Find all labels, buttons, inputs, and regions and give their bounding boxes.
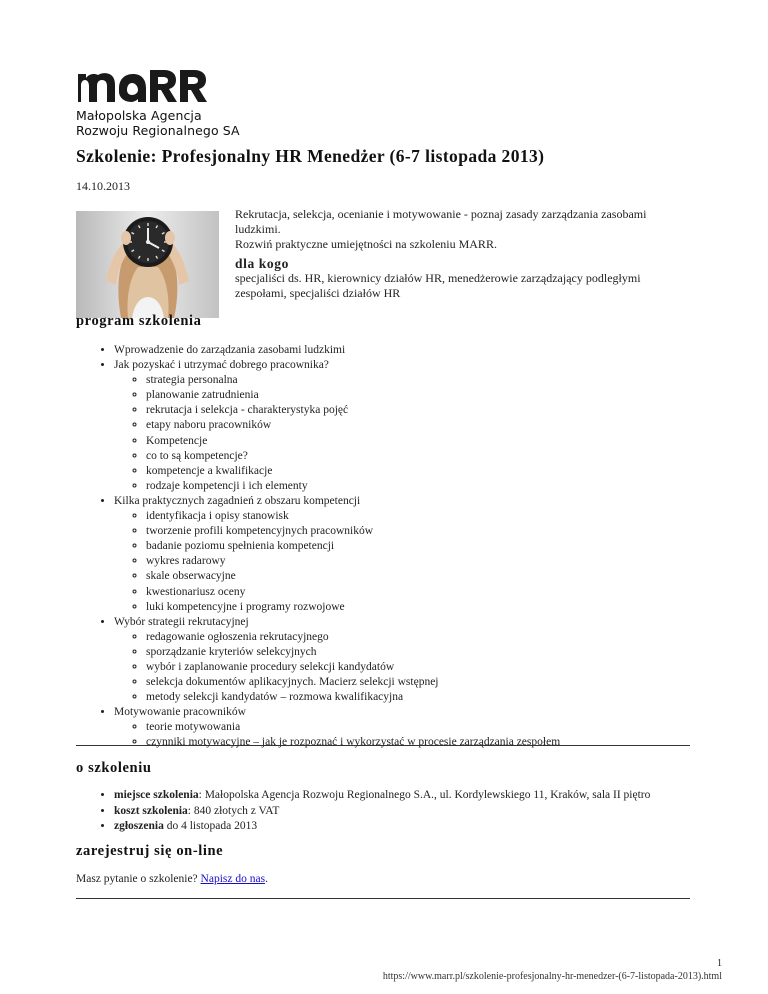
intro-line-2: Rozwiń praktyczne umiejętności na szkoleniu MARR. [235, 237, 497, 251]
contact-question [76, 873, 268, 885]
about-item-value: : Małopolska Agencja Rozwoju Regionalnego S.A., ul. Kordylewskiego 11, Kraków, sala II piętro [198, 789, 651, 801]
contact-link[interactable]: Napisz do nas [200, 873, 266, 885]
about-list [76, 788, 692, 835]
program-item [114, 705, 692, 750]
program-subitem: ◦ rekrutacja i selekcja - charakterystyka pojęć [146, 403, 692, 418]
section-divider [76, 745, 690, 746]
program-item-label: Wprowadzenie do zarządzania zasobami ludzkimi [114, 344, 346, 356]
intro-text [235, 207, 695, 252]
program-item [114, 343, 692, 358]
program-subitem: ◦ badanie poziomu spełnienia kompetencji [146, 539, 692, 554]
program-subitem: ◦ wybór i zaplanowanie procedury selekcji kandydatów [146, 660, 692, 675]
program-subitem: ◦ selekcja dokumentów aplikacyjnych. Macierz selekcji wstępnej [146, 675, 692, 690]
program-heading: program szkolenia [76, 313, 202, 329]
program-subitem: ◦ kompetencje a kwalifikacje [146, 464, 692, 479]
program-subitem: ◦ co to są kompetencje? [146, 449, 692, 464]
marr-wordmark-logo [76, 66, 212, 104]
about-item-key: zgłoszenia [114, 820, 164, 832]
contact-question-text: Masz pytanie o szkolenie? [76, 873, 201, 885]
about-item-value: : 840 złotych z VAT [187, 804, 280, 817]
page-title: Szkolenie: Profesjonalny HR Menedżer (6-7 listopada 2013) [76, 146, 545, 166]
source-url: https://www.marr.pl/szkolenie-profesjonalny-hr-menedzer-(6-7-listopada-2013).html [382, 971, 722, 982]
program-subitem: ◦ etapy naboru pracowników [146, 418, 692, 433]
program-subitem: ◦ rodzaje kompetencji i ich elementy [146, 479, 692, 494]
program-item-label: Jak pozyskać i utrzymać dobrego pracownika? [114, 359, 329, 372]
about-heading: o szkoleniu [76, 760, 152, 776]
for-who-text: specjaliści ds. HR, kierownicy działów HR, menedżerowie zarządzający podległymi zespołami, specjaliści działów HR [235, 271, 641, 300]
about-item-place [114, 788, 692, 804]
program-subitem: ◦ sporządzanie kryteriów selekcyjnych [146, 645, 692, 660]
program-subitem: ◦ Kompetencje [146, 434, 692, 449]
program-subitem: ◦ czynniki motywacyjne – jak je rozpoznać i wykorzystać w procesie zarządzania zespołem [146, 735, 692, 750]
publish-date: 14.10.2013 [76, 179, 130, 193]
training-photo [76, 211, 219, 318]
logo-tagline-line1: Małopolska Agencja [76, 108, 202, 123]
about-item-key: koszt szkolenia [114, 804, 188, 817]
program-subitem: ◦ wykres radarowy [146, 554, 692, 569]
program-subitem: ◦ planowanie zatrudnienia [146, 388, 692, 403]
program-item-label: Kilka praktycznych zagadnień z obszaru kompetencji [114, 494, 361, 507]
program-item [114, 615, 692, 706]
program-subitem: ◦ skale obserwacyjne [146, 569, 692, 584]
page-number: 1 [717, 958, 722, 969]
program-subitem: ◦ strategia personalna [146, 373, 692, 388]
about-item-deadline [114, 819, 692, 835]
woman-with-clock-image [76, 211, 219, 318]
program-item [114, 358, 692, 494]
program-subitem: ◦ tworzenie profili kompetencyjnych pracowników [146, 524, 692, 539]
program-item-label: Wybór strategii rekrutacyjnej [114, 615, 249, 628]
program-subitem: ◦ kwestionariusz oceny [146, 585, 692, 600]
program-list [76, 343, 692, 751]
marr-logo [76, 66, 240, 138]
program-item-label: Motywowanie pracowników [114, 706, 246, 719]
about-item-cost [114, 804, 692, 820]
register-heading: zarejestruj się on-line [76, 843, 224, 859]
program-item [114, 494, 692, 615]
program-subitem: ◦ teorie motywowania [146, 720, 692, 735]
program-subitem: ◦ identyfikacja i opisy stanowisk [146, 509, 692, 524]
program-subitem: ◦ luki kompetencyjne i programy rozwojowe [146, 600, 692, 615]
logo-tagline-line2: Rozwoju Regionalnego SA [76, 123, 240, 138]
about-item-key: miejsce szkolenia [114, 789, 199, 801]
for-who-heading: dla kogo [235, 256, 289, 271]
section-divider [76, 898, 690, 899]
about-item-value: do 4 listopada 2013 [163, 820, 258, 832]
program-subitem: ◦ redagowanie ogłoszenia rekrutacyjnego [146, 630, 692, 645]
contact-question-end: . [265, 873, 268, 885]
intro-line-1: Rekrutacja, selekcja, ocenianie i motywowanie - poznaj zasady zarządzania zasobami ludzkimi. [235, 207, 647, 236]
program-subitem: ◦ metody selekcji kandydatów – rozmowa kwalifikacyjna [146, 690, 692, 705]
